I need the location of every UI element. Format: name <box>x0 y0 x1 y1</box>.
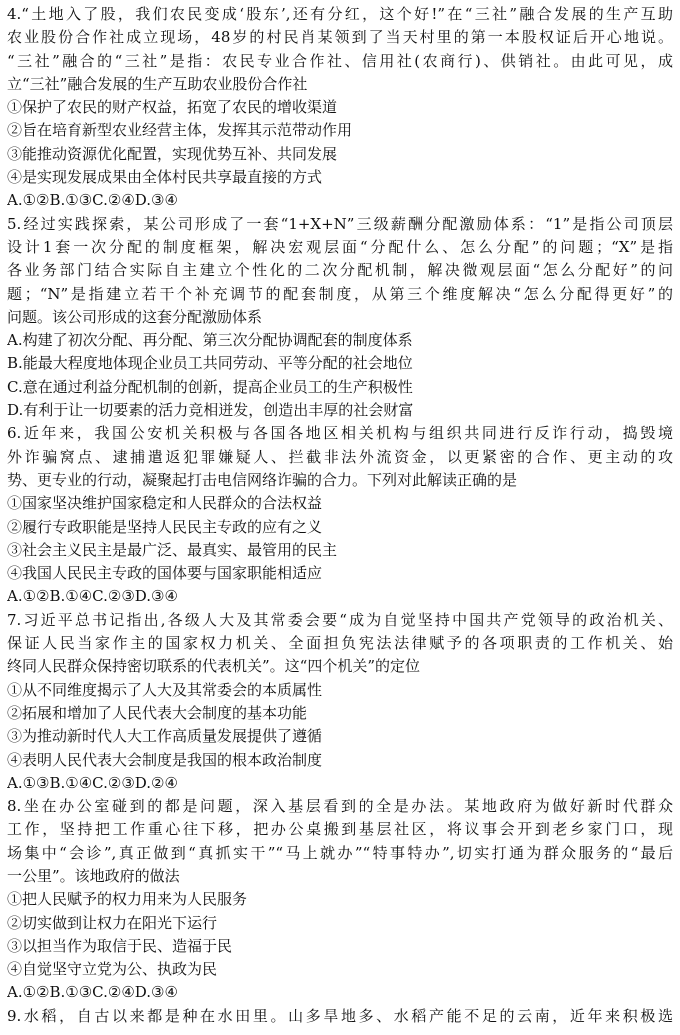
question-5-stem-line: 设计1套一次分配的制度框架，解决宏观层面“分配什么、怎么分配”的问题；“X”是指 <box>7 237 673 256</box>
question-6-option: ①国家坚决维护国家稳定和人民群众的合法权益 <box>7 494 323 513</box>
question-6-stem-line: 外诈骗窝点、逮捕遣返犯罪嫌疑人、拦截非法外流资金，以更紧密的合作、更主动的攻 <box>7 447 673 466</box>
question-4-stem-line: 立“三社”融合发展的生产互助农业股份合作社 <box>7 74 308 93</box>
question-8-option: ①把人民赋予的权力用来为人民服务 <box>7 890 248 909</box>
question-4-option: ①保护了农民的财产权益，拓宽了农民的增收渠道 <box>7 98 338 117</box>
question-5-option: B.能最大程度地体现企业员工共同劳动、平等分配的社会地位 <box>7 354 413 373</box>
question-7-option: ③为推动新时代人大工作高质量发展提供了遵循 <box>7 727 323 746</box>
question-7-stem-line: 终同人民群众保持密切联系的代表机关”。这“四个机关”的定位 <box>7 657 421 676</box>
question-4-option: ④是实现发展成果由全体村民共享最直接的方式 <box>7 168 323 187</box>
question-8-option: ④自觉坚守立党为公、执政为民 <box>7 960 218 979</box>
question-5-stem-line: 各业务部门结合实际自主建立个性化的二次分配机制，解决微观层面“怎么分配好”的问 <box>7 261 673 280</box>
question-6-option: ③社会主义民主是最广泛、最真实、最管用的民主 <box>7 540 338 559</box>
question-4-option: ②旨在培育新型农业经营主体，发挥其示范带动作用 <box>7 121 353 140</box>
question-5 <box>7 213 673 423</box>
question-7-stem-line: 保证人民当家作主的国家权力机关、全面担负宪法法律赋予的各项职责的工作机关、始 <box>7 634 673 653</box>
question-8-answer-choices: A.①②B.①③C.②④D.③④ <box>7 983 178 1002</box>
question-6-option: ②履行专政职能是坚持人民民主专政的应有之义 <box>7 517 323 536</box>
question-7-option: ②拓展和增加了人民代表大会制度的基本功能 <box>7 703 308 722</box>
question-6-stem-line: 6.近年来，我国公安机关积极与各国各地区相关机构与组织共同进行反诈行动，捣毁境 <box>7 424 673 443</box>
exam-document <box>7 3 673 1028</box>
question-4-answer-choices: A.①②B.①③C.②④D.③④ <box>7 191 178 210</box>
question-7-stem-line: 7.习近平总书记指出,各级人大及其常委会要“成为自觉坚持中国共产党领导的政治机关、 <box>7 610 673 629</box>
question-4-option: ③能推动资源优化配置，实现优势互补、共同发展 <box>7 144 338 163</box>
question-8-stem-line: 8.坐在办公室碰到的都是问题，深入基层看到的全是办法。某地政府为做好新时代群众 <box>7 797 673 816</box>
question-6 <box>7 422 673 608</box>
question-8-stem-line: 工作，坚持把工作重心往下移，把办公桌搬到基层社区，将议事会开到老乡家门口，现 <box>7 820 673 839</box>
question-7 <box>7 609 673 795</box>
question-4-stem-line: 农业股份合作社成立现场，48岁的村民肖某领到了当天村里的第一本股权证后开心地说。 <box>7 28 673 47</box>
question-8-option: ③以担当作为取信于民、造福于民 <box>7 936 233 955</box>
question-8-stem-line: 一公里”。该地政府的做法 <box>7 866 180 885</box>
question-4-stem-line: “三社”融合的“三社”是指：农民专业合作社、信用社(农商行)、供销社。由此可见，成 <box>7 51 673 70</box>
question-7-answer-choices: A.①③B.①④C.②③D.②④ <box>7 773 178 792</box>
question-8-option: ②切实做到让权力在阳光下运行 <box>7 913 218 932</box>
question-5-option: C.意在通过利益分配机制的创新，提高企业员工的生产积极性 <box>7 377 413 396</box>
question-6-answer-choices: A.①②B.①④C.②③D.③④ <box>7 587 178 606</box>
question-7-option: ④表明人民代表大会制度是我国的根本政治制度 <box>7 750 323 769</box>
question-7-option: ①从不同维度揭示了人大及其常委会的本质属性 <box>7 680 323 699</box>
question-6-stem-line: 势、更专业的行动，凝聚起打击电信网络诈骗的合力。下列对此解读正确的是 <box>7 470 518 489</box>
question-4-stem-line: 4.“土地入了股，我们农民变成‘股东’,还有分红，这个好!”在“三社”融合发展的生产互助 <box>7 5 673 23</box>
question-6-option: ④我国人民民主专政的国体要与国家职能相适应 <box>7 564 323 583</box>
question-5-option: A.构建了初次分配、再分配、第三次分配协调配套的制度体系 <box>7 331 413 350</box>
question-8 <box>7 795 673 1005</box>
question-5-stem-line: 问题。该公司形成的这套分配激励体系 <box>7 307 263 326</box>
question-5-stem-line: 5.经过实践探索，某公司形成了一套“1+X+N”三级薪酬分配激励体系：“1”是指公司顶层 <box>7 214 673 233</box>
question-8-stem-line: 场集中“会诊”,真正做到“真抓实干”“马上就办”“特事特办”,切实打通为群众服务的“最后 <box>7 843 673 862</box>
question-9-stem-line: 9.水稻，自古以来都是种在水田里。山多旱地多、水稻产能不足的云南，近年来积极选 <box>7 1006 673 1025</box>
question-9 <box>7 1005 673 1028</box>
question-5-stem-line: 题；“N”是指建立若干个补充调节的配套制度，从第三个维度解决“怎么分配得更好”的 <box>7 284 673 303</box>
question-5-option: D.有利于让一切要素的活力竞相迸发，创造出丰厚的社会财富 <box>7 401 414 420</box>
question-4 <box>7 3 673 213</box>
